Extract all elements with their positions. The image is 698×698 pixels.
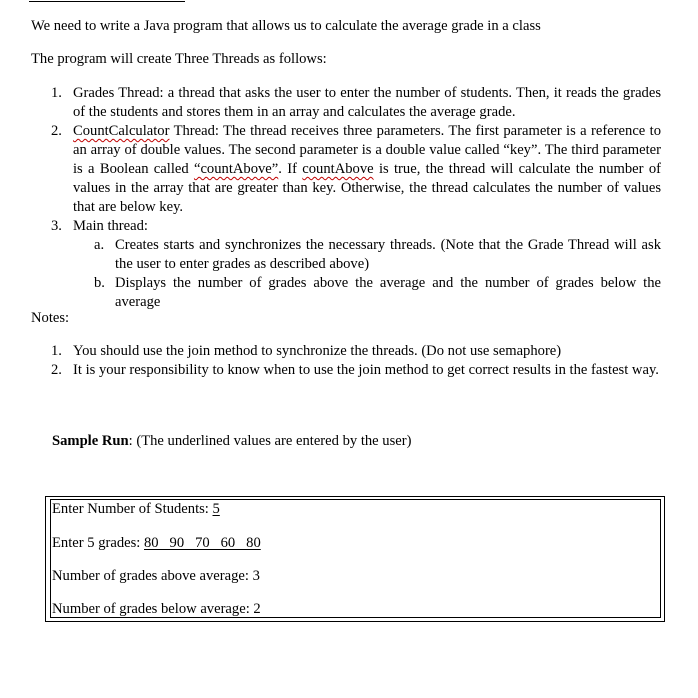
note-item	[51, 342, 661, 361]
list-number: 1.	[51, 85, 62, 101]
sublist-letter: a.	[94, 237, 105, 253]
countabove-quoted: “countAbove”	[193, 161, 279, 177]
run-prompt: Enter Number of Students:	[52, 501, 213, 517]
note-text: You should use the join method to synchronize the threads. (Do not use semaphore)	[73, 343, 562, 359]
thread-description: Main thread:	[73, 218, 148, 234]
top-rule	[29, 1, 185, 2]
sublist-item-b	[94, 274, 661, 312]
sample-run-note: : (The underlined values are entered by the user)	[128, 433, 412, 449]
thread-description-part3: is true, the thread will calculate the number of values in the array that are greater than key. Otherwise, the thread calculates the number of values that are below key.	[73, 161, 661, 215]
countabove-variable: countAbove	[302, 161, 374, 177]
run-user-input: 5	[212, 501, 220, 517]
thread-item-main	[51, 217, 661, 312]
main-thread-sublist	[94, 236, 661, 312]
list-number: 2.	[51, 123, 62, 139]
countcalculator-name: CountCalculator	[73, 123, 170, 139]
threads-list	[51, 84, 661, 312]
run-line-above: Number of grades above average: 3	[52, 568, 260, 584]
thread-description-part1: Thread: The thread receives three parameters. The first parameter is a reference to an array of double values. The second parameter is a double value called “key”. The third parameter is a Boolean called	[73, 123, 661, 177]
notes-list	[51, 342, 661, 380]
sublist-text: Displays the number of grades above the average and the number of grades below the average	[115, 275, 661, 310]
run-prompt: Enter 5 grades:	[52, 535, 144, 551]
sample-run-label: Sample Run	[52, 433, 129, 449]
list-number: 1.	[51, 343, 62, 359]
note-text: It is your responsibility to know when to use the join method to get correct results in the fastest way.	[73, 362, 659, 378]
run-line-below: Number of grades below average: 2	[52, 601, 261, 617]
thread-item-countcalculator	[51, 122, 661, 217]
thread-description-part2: . If	[278, 161, 303, 177]
sublist-letter: b.	[94, 275, 105, 291]
sample-run-heading	[52, 432, 411, 451]
threads-intro: The program will create Three Threads as follows:	[31, 51, 327, 67]
list-number: 3.	[51, 218, 62, 234]
notes-heading: Notes:	[31, 310, 70, 326]
run-line-students	[52, 500, 220, 519]
intro-paragraph: We need to write a Java program that allows us to calculate the average grade in a class	[31, 18, 541, 34]
run-line-grades	[52, 534, 261, 553]
run-user-input: 80 90 70 60 80	[144, 535, 261, 551]
list-number: 2.	[51, 362, 62, 378]
sublist-item-a	[94, 236, 661, 274]
thread-item-grades	[51, 84, 661, 122]
note-item	[51, 361, 661, 380]
thread-description: Grades Thread: a thread that asks the user to enter the number of students. Then, it reads the grades of the students and stores them in an array and calculates the average grade.	[73, 85, 661, 120]
sublist-text: Creates starts and synchronizes the necessary threads. (Note that the Grade Thread will ask the user to enter grades as described above)	[115, 237, 661, 272]
